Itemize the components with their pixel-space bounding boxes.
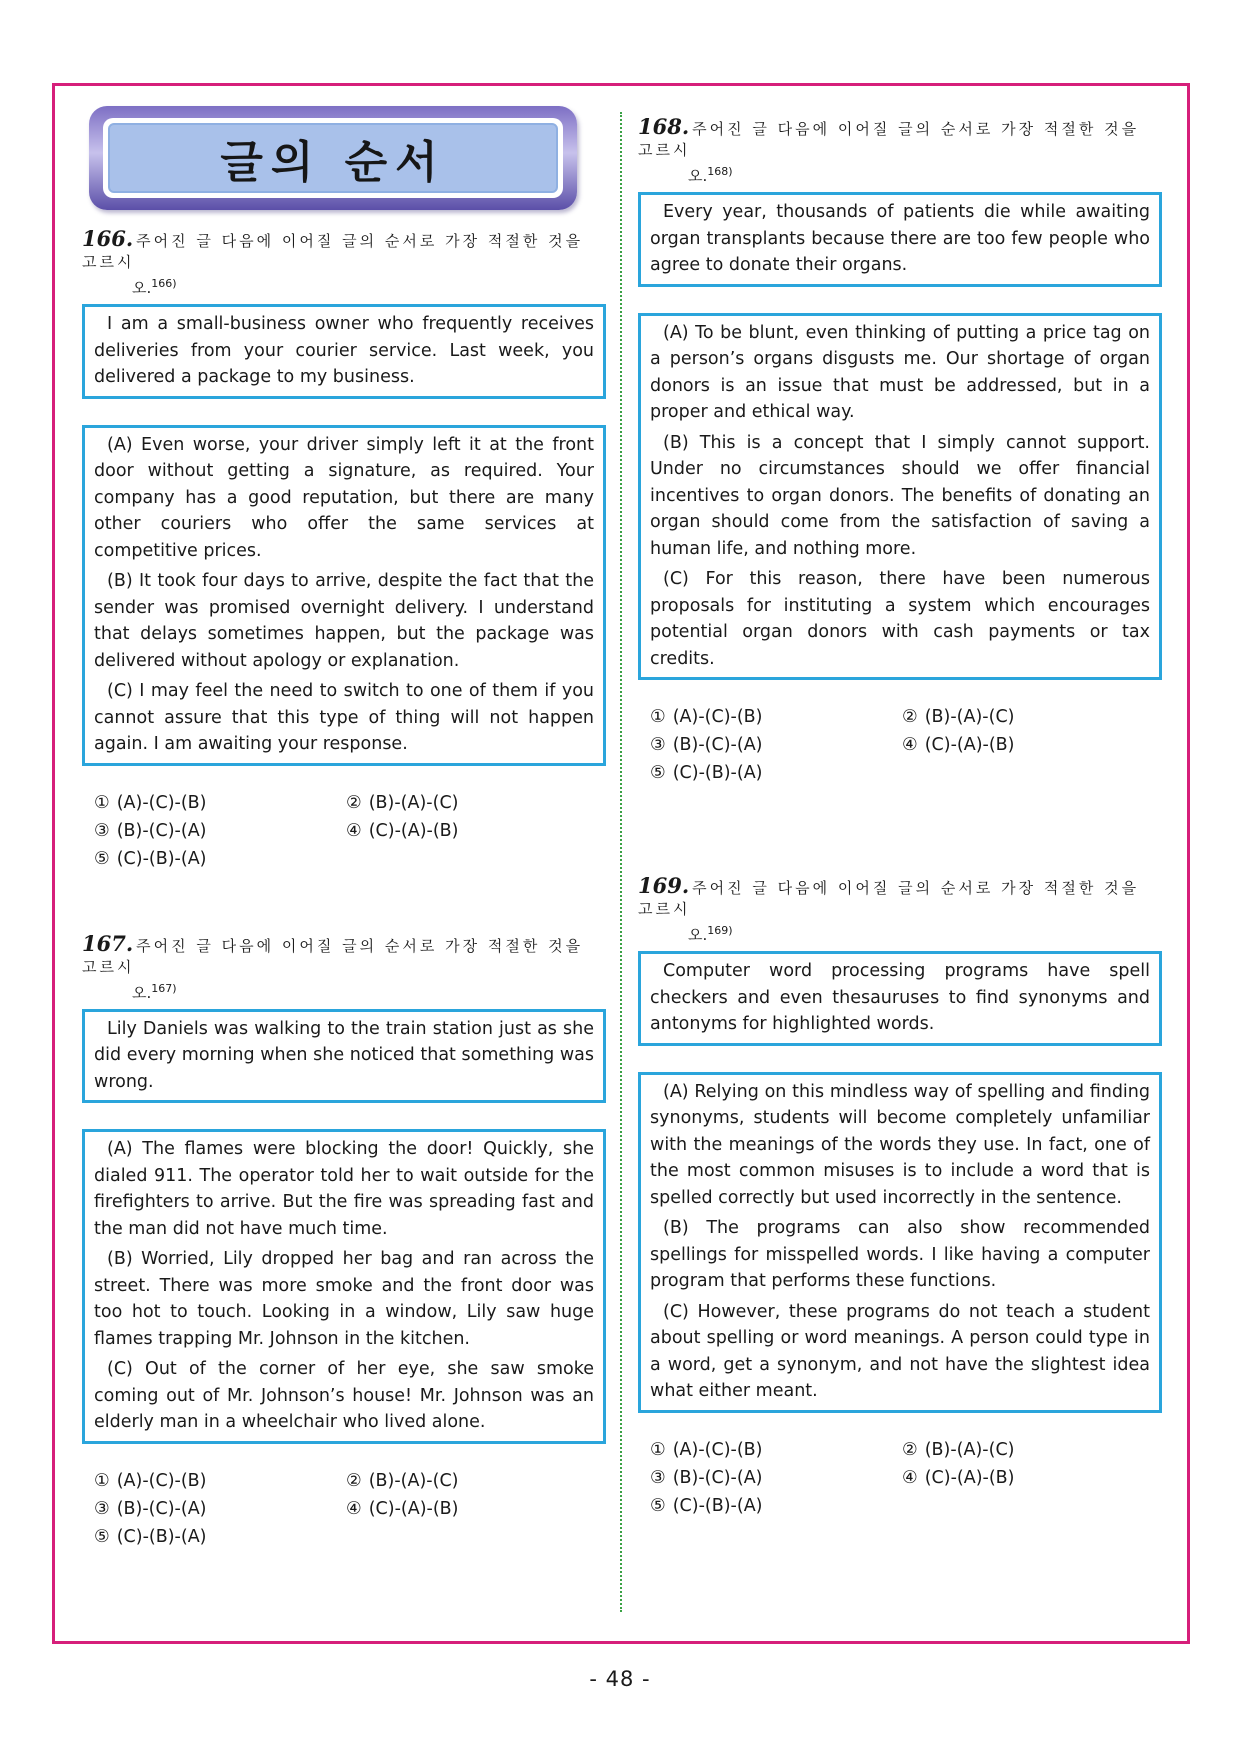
footnote-ref: 167) (151, 981, 177, 995)
answer-choices (94, 1468, 606, 1551)
answer-choices (650, 704, 1162, 787)
choice-5[interactable]: ⑤ (C)-(B)-(A) (650, 1495, 763, 1516)
question-header (638, 116, 1162, 187)
left-column (82, 106, 606, 1551)
question-prompt-tail: 오. (132, 279, 152, 297)
choice-2[interactable]: ② (B)-(A)-(C) (346, 1470, 459, 1491)
question-number: 168. (638, 114, 690, 139)
intro-text: I am a small-business owner who frequently receives deliveries from your courier service. Last week, you delivered a package to my business. (94, 314, 594, 387)
question-prompt: 주어진 글 다음에 이어질 글의 순서로 가장 적절한 것을 고르시 (82, 232, 584, 271)
paragraph-b: (B) Worried, Lily dropped her bag and ran across the street. There was more smoke and the front door was too hot to touch. Looking in a window, Lily saw huge flames trapping Mr. Johnson in the kitchen. (94, 1249, 594, 1349)
question-prompt: 주어진 글 다음에 이어질 글의 순서로 가장 적절한 것을 고르시 (638, 120, 1140, 159)
choice-2[interactable]: ② (B)-(A)-(C) (346, 792, 459, 813)
paragraph-a: (A) The flames were blocking the door! Quickly, she dialed 911. The operator told her to wait outside for the firefighters to arrive. But the fire was spreading fast and the man did not have much time. (94, 1139, 594, 1239)
question-prompt-tail: 오. (688, 167, 708, 185)
question-header (82, 228, 606, 299)
footnote-ref: 169) (707, 924, 733, 937)
choice-4[interactable]: ④ (C)-(A)-(B) (902, 735, 1015, 755)
paragraph-a: (A) Even worse, your driver simply left it at the front door without getting a signature, as required. Your company has a good reputation, but there are many other couriers who offer the same services at competitive prices. (94, 434, 594, 561)
section-title-banner (89, 106, 577, 210)
question-169 (638, 875, 1162, 1520)
choice-4[interactable]: ④ (C)-(A)-(B) (346, 820, 459, 841)
answer-choices (94, 790, 606, 873)
intro-text: Every year, thousands of patients die while awaiting organ transplants because there are too few people who agree to donate their organs. (650, 202, 1150, 275)
choice-1[interactable]: ① (A)-(C)-(B) (94, 792, 207, 813)
choice-2[interactable]: ② (B)-(A)-(C) (902, 707, 1015, 727)
question-prompt-tail: 오. (688, 926, 708, 944)
paragraph-b: (B) It took four days to arrive, despite the fact that the sender was promised overnight delivery. I understand that delays sometimes happen, but the package was delivered without apology or explanation. (94, 571, 594, 671)
paragraph-b: (B) This is a concept that I simply cannot support. Under no circumstances should we offer financial incentives to organ donors. The benefits of donating an organ should come from the satisfaction of saving a human life, and nothing more. (650, 432, 1150, 559)
paragraph-c: (C) For this reason, there have been numerous proposals for instituting a system which encourages potential organ donors with cash payments or tax credits. (650, 569, 1150, 669)
paragraph-b: (B) The programs can also show recommended spellings for misspelled words. I like having a computer program that performs these functions. (650, 1218, 1150, 1291)
intro-passage (82, 1009, 606, 1104)
ordering-passages (638, 1072, 1162, 1413)
intro-text: Lily Daniels was walking to the train station just as she did every morning when she noticed that something was wrong. (94, 1018, 594, 1092)
question-prompt: 주어진 글 다음에 이어질 글의 순서로 가장 적절한 것을 고르시 (82, 936, 584, 976)
choice-5[interactable]: ⑤ (C)-(B)-(A) (650, 763, 763, 783)
column-divider (620, 112, 622, 1612)
choice-3[interactable]: ③ (B)-(C)-(A) (94, 1498, 207, 1519)
right-column (638, 116, 1162, 1520)
question-header (82, 930, 606, 1004)
intro-passage (638, 951, 1162, 1046)
paragraph-a: (A) Relying on this mindless way of spelling and finding synonyms, students will become completely unfamiliar with the meanings of the words they use. In fact, one of the most common misuses is to include a word that is spelled correctly but used incorrectly in the sentence. (650, 1081, 1150, 1208)
question-number: 169. (638, 873, 690, 898)
footnote-ref: 166) (151, 277, 177, 290)
footnote-ref: 168) (707, 165, 733, 178)
choice-3[interactable]: ③ (B)-(C)-(A) (650, 735, 763, 755)
choice-3[interactable]: ③ (B)-(C)-(A) (94, 820, 207, 841)
question-header (638, 875, 1162, 946)
choice-1[interactable]: ① (A)-(C)-(B) (650, 1439, 763, 1460)
choice-4[interactable]: ④ (C)-(A)-(B) (902, 1467, 1015, 1488)
answer-choices (650, 1437, 1162, 1520)
paragraph-c: (C) Out of the corner of her eye, she saw smoke coming out of Mr. Johnson’s house! Mr. Johnson was an elderly man in a wheelchair who lived alone. (94, 1359, 594, 1432)
choice-5[interactable]: ⑤ (C)-(B)-(A) (94, 1526, 207, 1547)
page-number: - 48 - (589, 1667, 651, 1691)
ordering-passages (638, 313, 1162, 681)
intro-passage (82, 304, 606, 399)
question-number: 167. (82, 930, 134, 956)
choice-1[interactable]: ① (A)-(C)-(B) (94, 1470, 207, 1491)
choice-4[interactable]: ④ (C)-(A)-(B) (346, 1498, 459, 1519)
question-prompt-tail: 오. (132, 983, 152, 1002)
intro-passage (638, 192, 1162, 287)
choice-3[interactable]: ③ (B)-(C)-(A) (650, 1467, 763, 1488)
paragraph-a: (A) To be blunt, even thinking of putting a price tag on a person’s organs disgusts me. Our shortage of organ donors is an issue that must be addressed, but in a proper and ethical way. (650, 322, 1150, 422)
question-166 (82, 228, 606, 873)
ordering-passages (82, 425, 606, 766)
ordering-passages (82, 1129, 606, 1444)
question-prompt: 주어진 글 다음에 이어질 글의 순서로 가장 적절한 것을 고르시 (638, 879, 1140, 918)
question-number: 166. (82, 226, 134, 251)
paragraph-c: (C) I may feel the need to switch to one of them if you cannot assure that this type of thing will not happen again. I am awaiting your response. (94, 681, 594, 754)
paragraph-c: (C) However, these programs do not teach a student about spelling or word meanings. A person could type in a word, get a synonym, and not have the slightest idea what either meant. (650, 1301, 1150, 1401)
section-title: 글의 순서 (108, 123, 558, 193)
choice-2[interactable]: ② (B)-(A)-(C) (902, 1439, 1015, 1460)
choice-1[interactable]: ① (A)-(C)-(B) (650, 707, 763, 727)
question-167 (82, 930, 606, 1551)
intro-text: Computer word processing programs have spell checkers and even thesauruses to find synonyms and antonyms for highlighted words. (650, 961, 1150, 1034)
question-168 (638, 116, 1162, 787)
choice-5[interactable]: ⑤ (C)-(B)-(A) (94, 848, 207, 869)
